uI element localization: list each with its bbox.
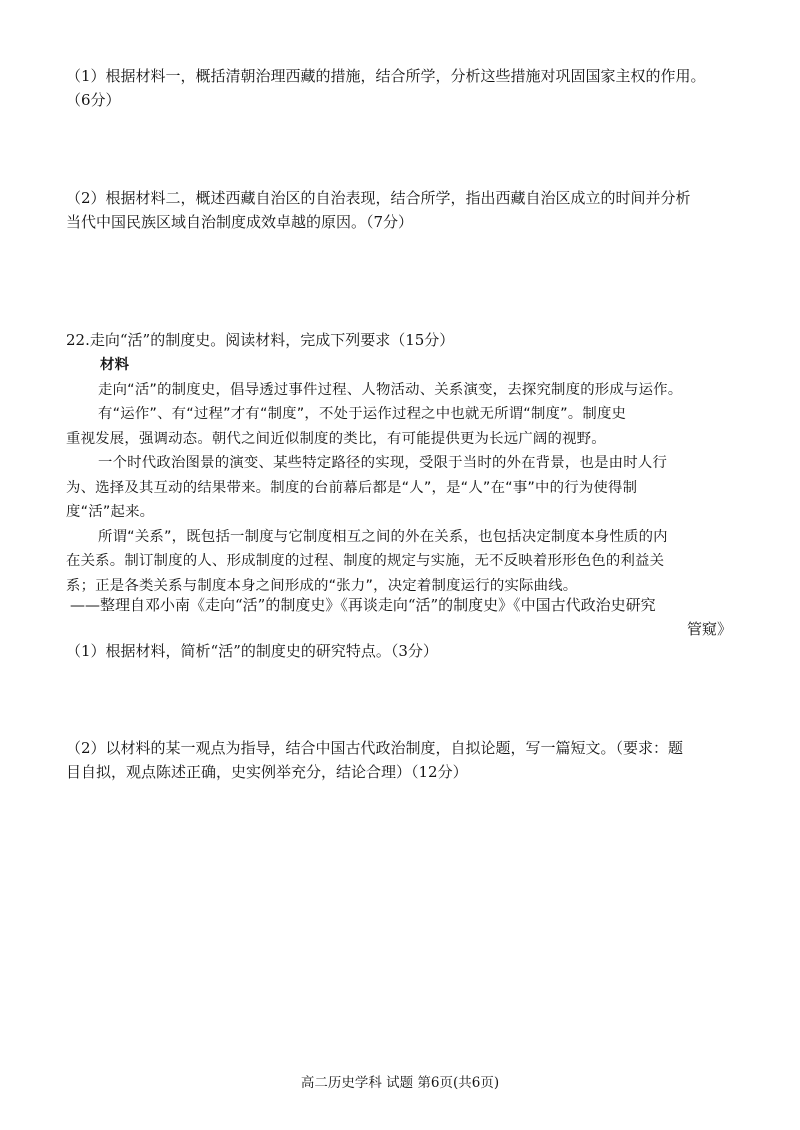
question-text: （1）根据材料，简析“活”的制度史的研究特点。（3分）: [66, 642, 438, 660]
material-line: 有“运作”、有“过程”才有“制度”，不处于运作过程之中也就无所谓“制度”。制度史: [98, 406, 627, 422]
material-passage: [66, 353, 746, 598]
question-22-title: [66, 328, 746, 352]
question-text: 当代中国民族区域自治制度成效卓越的原因。（7分）: [66, 213, 414, 231]
question-21-part-1: [66, 64, 746, 112]
material-line: 系；正是各类关系与制度本身之间形成的“张力”，决定着制度运行的实际曲线。: [66, 577, 578, 594]
question-22-part-2: [66, 736, 746, 784]
question-title: 22.走向“活”的制度史。阅读材料，完成下列要求（15分）: [66, 331, 455, 349]
material-line: 度“活”起来。: [66, 504, 155, 520]
material-line: 所谓“关系”，既包括一制度与它制度相互之间的外在关系，也包括决定制度本身性质的内: [98, 528, 668, 545]
question-text: （2）以材料的某一观点为指导，结合中国古代政治制度，自拟论题，写一篇短文。（要求：题: [66, 739, 684, 757]
question-text: （2）根据材料二，概述西藏自治区的自治表现，结合所学，指出西藏自治区成立的时间并分析: [66, 189, 691, 207]
question-22-part-1: [66, 639, 746, 663]
question-text: 目自拟，观点陈述正确，史实例举充分，结论合理）（12分）: [66, 763, 468, 781]
source-citation-continued: 管窥》: [686, 620, 732, 638]
material-line: 一个时代政治图景的演变、某些特定路径的实现，受限于当时的外在背景，也是由时人行: [98, 455, 668, 471]
source-citation: ——整理自邓小南《走向“活”的制度史》《再谈走向“活”的制度史》《中国古代政治史研究: [70, 596, 656, 614]
material-line: 在关系。制订制度的人、形成制度的过程、制度的规定与实施，无不反映着形形色色的利益关: [66, 553, 665, 569]
page-footer: 高二历史学科 试题 第6页(共6页): [300, 1075, 500, 1091]
question-21-part-2: [66, 186, 746, 234]
material-line: 重视发展，强调动态。朝代之间近似制度的类比，有可能提供更为长远广阔的视野。: [66, 430, 606, 447]
material-heading: 材料: [100, 357, 130, 373]
question-text: （1）根据材料一，概括清朝治理西藏的措施，结合所学，分析这些措施对巩固国家主权的作用。: [66, 67, 706, 85]
material-line: 为、选择及其互动的结果带来。制度的台前幕后都是“人”，是“人”在“事”中的行为使得制: [66, 479, 638, 496]
question-score: （6分）: [66, 91, 121, 109]
material-line: 走向“活”的制度史，倡导透过事件过程、人物活动、关系演变，去探究制度的形成与运作。: [98, 381, 683, 398]
material-source: [66, 593, 746, 641]
